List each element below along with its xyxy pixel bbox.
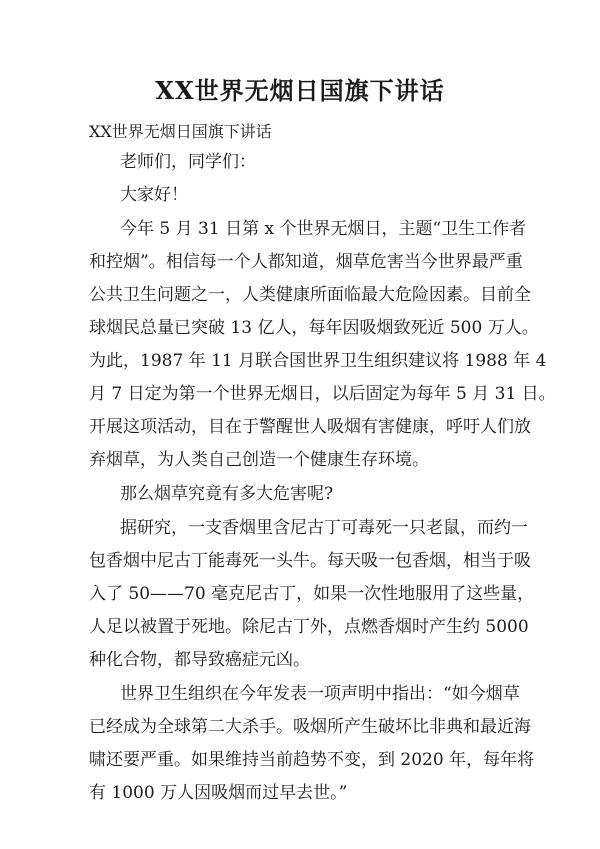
question-line: 那么烟草究竟有多大危害呢? [120,484,334,504]
document-subtitle: XX世界无烟日国旗下讲话 [89,122,272,141]
paragraph-line: 人足以被置于死地。除尼古丁外，点燃香烟时产生约 5000 [89,617,529,637]
paragraph-line: 月 7 日定为第一个世界无烟日，以后固定为每年 5 月 31 日。 [89,384,556,404]
paragraph-line: 有 1000 万人因吸烟而过早去世。” [89,783,348,803]
paragraph-line: 和控烟”。相信每一个人都知道，烟草危害当今世界最严重 [89,252,523,272]
greeting-line: 老师们，同学们： [120,152,256,172]
paragraph-line: 啸还要严重。如果维持当前趋势不变，到 2020 年，每年将 [89,750,535,770]
paragraph-line: 世界卫生组织在今年发表一项声明中指出：“如今烟草 [120,684,520,704]
paragraph-line: 球烟民总量已突破 13 亿人，每年因吸烟致死近 500 万人。 [89,318,539,338]
paragraph-line: 包香烟中尼古丁能毒死一头牛。每天吸一包香烟，相当于吸 [89,551,531,571]
document-title: XX世界无烟日国旗下讲话 [155,76,445,105]
paragraph-line: 据研究，一支香烟里含尼古丁可毒死一只老鼠，而约一 [120,518,528,538]
paragraph-line: 公共卫生问题之一，人类健康所面临最大危险因素。目前全 [89,285,531,305]
paragraph-line: 种化合物，都导致癌症元凶。 [89,650,310,670]
paragraph-line: 开展这项活动，目在于警醒世人吸烟有害健康，呼吁人们放 [89,417,531,437]
paragraph-line: 已经成为全球第二大杀手。吸烟所产生破坏比非典和最近海 [89,717,531,737]
hello-line: 大家好！ [120,185,188,205]
paragraph-line: 为此，1987 年 11 月联合国世界卫生组织建议将 1988 年 4 [89,351,547,371]
paragraph-line: 入了 50——70 毫克尼古丁，如果一次性地服用了这些量， [89,584,535,604]
paragraph-line: 今年 5 月 31 日第 x 个世界无烟日，主题“卫生工作者 [120,219,527,239]
paragraph-line: 弃烟草，为人类自己创造一个健康生存环境。 [89,450,429,470]
